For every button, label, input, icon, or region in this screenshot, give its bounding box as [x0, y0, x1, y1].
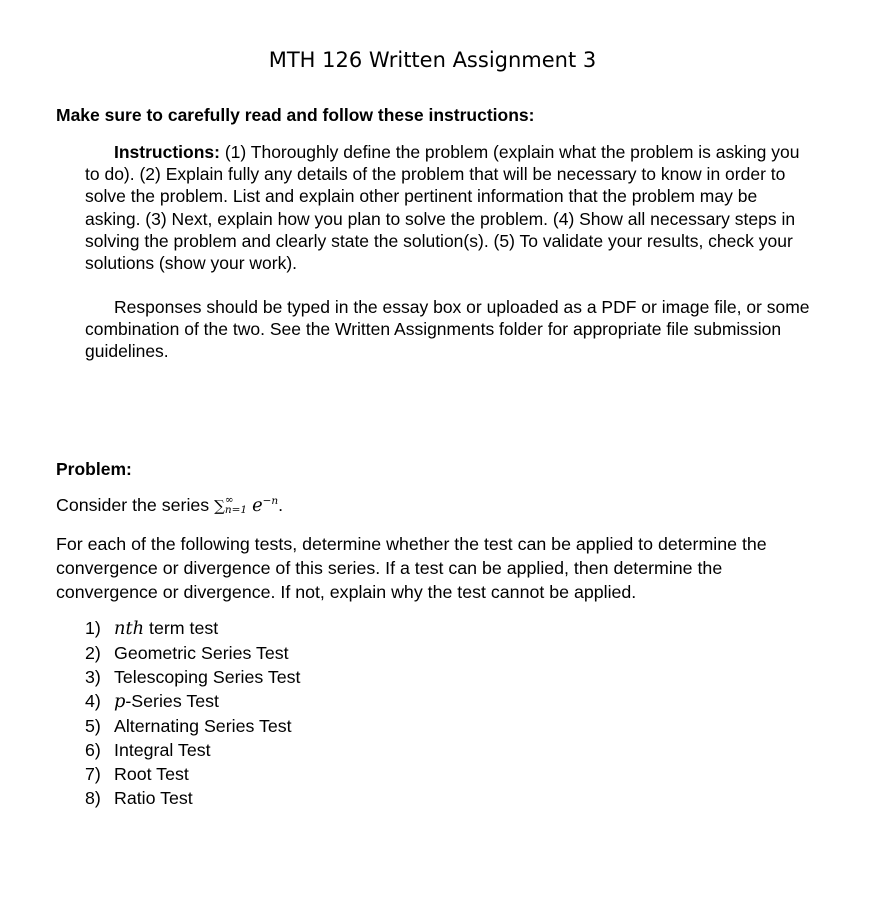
instructions-paragraph: [85, 141, 813, 274]
sigma-symbol: ∑: [214, 497, 225, 515]
instructions-label: Instructions:: [114, 142, 220, 162]
series-end: .: [278, 495, 284, 515]
list-item: 1) nth term test: [85, 618, 219, 639]
task-paragraph: For each of the following tests, determine whether the test can be applied to determine the convergence or divergence of this series. If a test can be applied, then determine the convergence or divergence. If not, explain why the test cannot be applied.: [56, 534, 767, 602]
series-statement: [56, 493, 816, 520]
responses-paragraph: [85, 296, 813, 363]
list-item: 6) Integral Test: [85, 740, 211, 760]
list-item: 4) p-Series Test: [85, 691, 219, 712]
list-item: 8) Ratio Test: [85, 788, 193, 808]
series-prefix: Consider the series: [56, 495, 215, 515]
responses-text: Responses should be typed in the essay box or uploaded as a PDF or image file, or some combination of the two. See the Written Assignments folder for appropriate file submission guidelines.: [85, 297, 810, 362]
sum-upper-limit: ∞: [224, 494, 234, 507]
problem-heading: Problem:: [56, 459, 132, 479]
instructions-text: (1) Thoroughly define the problem (explain what the problem is asking you to do). (2) Explain fully any details of the problem that will be necessary to know in order to solve the problem. List and explain other pertinent information that the problem may be asking. (3) Next, explain how you plan to solve the problem. (4) Show all necessary steps in solving the problem and clearly state the solution(s). (5) To validate your results, check your solutions (show your work).: [85, 142, 800, 274]
instructions-heading: Make sure to carefully read and follow these instructions:: [56, 105, 535, 125]
tests-list: [85, 616, 300, 810]
series-base: e: [252, 495, 263, 516]
list-item: 5) Alternating Series Test: [85, 716, 292, 736]
list-item: 3) Telescoping Series Test: [85, 667, 301, 687]
list-item: 2) Geometric Series Test: [85, 643, 289, 663]
page-title: MTH 126 Written Assignment 3: [268, 48, 597, 72]
sum-lower-limit: n=1: [224, 504, 248, 517]
series-exponent: −n: [262, 495, 279, 507]
sum-limits: [225, 495, 247, 515]
list-item: 7) Root Test: [85, 764, 189, 784]
